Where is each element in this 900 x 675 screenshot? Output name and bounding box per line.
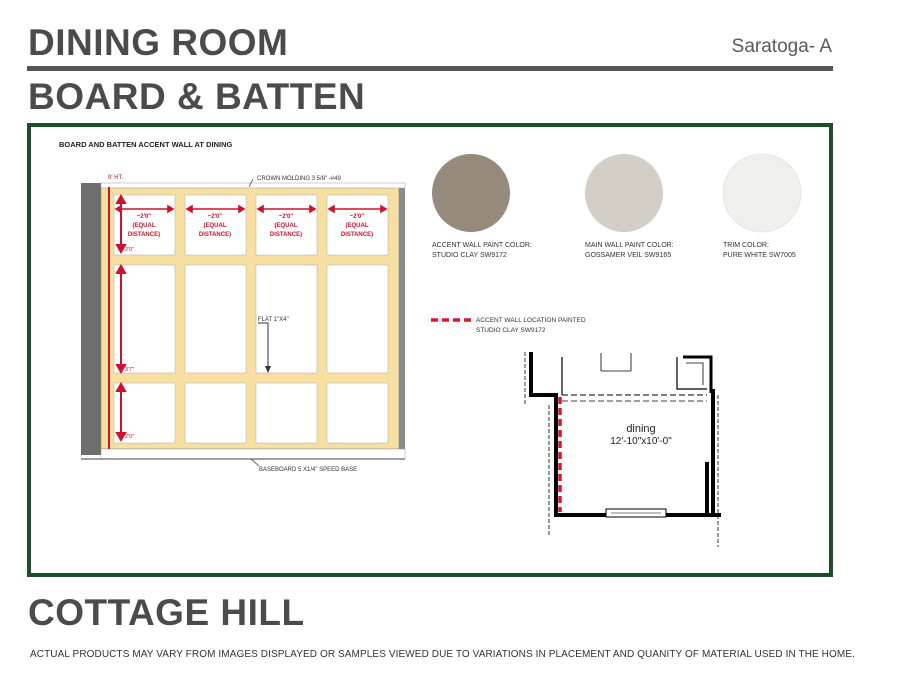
room-size: 12'-10"x10'-0"	[610, 436, 672, 447]
panel	[114, 265, 175, 373]
col-dim-equal: (EQUAL	[274, 223, 298, 229]
col-dim-distance: DISTANCE)	[198, 232, 232, 238]
panel	[256, 383, 317, 443]
height-label: 9' HT.	[108, 175, 124, 181]
accent-color-swatch	[432, 154, 510, 232]
col-dim-equal: (EQUAL	[203, 223, 227, 229]
section-title: BOARD & BATTEN	[28, 76, 366, 117]
accent-swatch-label	[432, 241, 532, 261]
baseboard	[101, 449, 405, 459]
accent-swatch-name: STUDIO CLAY SW9172	[432, 252, 507, 259]
title-divider	[27, 66, 833, 71]
main-swatch-title: MAIN WALL PAINT COLOR:	[585, 242, 674, 249]
col-dim: ~2'0"	[278, 214, 294, 220]
col-dim: ~2'0"	[207, 214, 223, 220]
disclaimer-text: ACTUAL PRODUCTS MAY VARY FROM IMAGES DISPLAYED OR SAMPLES VIEWED DUE TO VARIATIONS IN PLACEMENT AND QUANITY OF MATERIAL USED IN THE HOME.	[30, 649, 855, 660]
trim-color-swatch	[723, 154, 801, 232]
plan-name: Saratoga- A	[731, 36, 832, 57]
content-frame	[27, 123, 833, 577]
crown-molding	[101, 183, 405, 188]
main-swatch-name: GOSSAMER VEIL SW9165	[585, 252, 672, 259]
col-dim-equal: (EQUAL	[132, 223, 156, 229]
floor-plan	[525, 352, 721, 547]
panel	[185, 265, 246, 373]
panel-heading: BOARD AND BATTEN ACCENT WALL AT DINING	[59, 140, 233, 149]
room-name: dining	[626, 423, 656, 435]
main-swatch-label	[585, 241, 674, 261]
trim-swatch-label	[723, 241, 796, 261]
legend-line1: ACCENT WALL LOCATION PAINTED	[476, 317, 586, 324]
main-wall-color-swatch	[585, 154, 663, 232]
right-wall-edge	[399, 183, 405, 449]
col-dim: ~2'0"	[349, 214, 365, 220]
panel	[185, 383, 246, 443]
col-dim: ~2'0"	[136, 214, 152, 220]
col-dim-distance: DISTANCE)	[127, 232, 161, 238]
board-batten-drawing	[31, 127, 829, 573]
legend-line2: STUDIO CLAY SW9172	[476, 327, 546, 334]
trim-swatch-title: TRIM COLOR:	[723, 242, 769, 249]
community-name: COTTAGE HILL	[28, 592, 305, 633]
panel	[327, 265, 388, 373]
accent-swatch-title: ACCENT WALL PAINT COLOR:	[432, 242, 532, 249]
trim-swatch-name: PURE WHITE SW7005	[723, 252, 796, 259]
row-dim-top: 2'0"	[125, 247, 135, 253]
col-dim-distance: DISTANCE)	[340, 232, 374, 238]
baseboard-label: BASEBOARD 5 X1/4" SPEED BASE	[259, 467, 358, 473]
col-dim-distance: DISTANCE)	[269, 232, 303, 238]
col-dim-equal: (EQUAL	[345, 223, 369, 229]
panel	[327, 383, 388, 443]
crown-molding-label: CROWN MOLDING 3 5/8" -#49	[257, 176, 341, 182]
side-wall-shadow	[81, 183, 101, 455]
row-dim-bot: 2'0"	[125, 434, 135, 440]
page-title: DINING ROOM	[28, 22, 289, 63]
flat-batten-label: FLAT 1"X4"	[258, 317, 289, 323]
row-dim-mid: 3'7"	[125, 367, 135, 373]
